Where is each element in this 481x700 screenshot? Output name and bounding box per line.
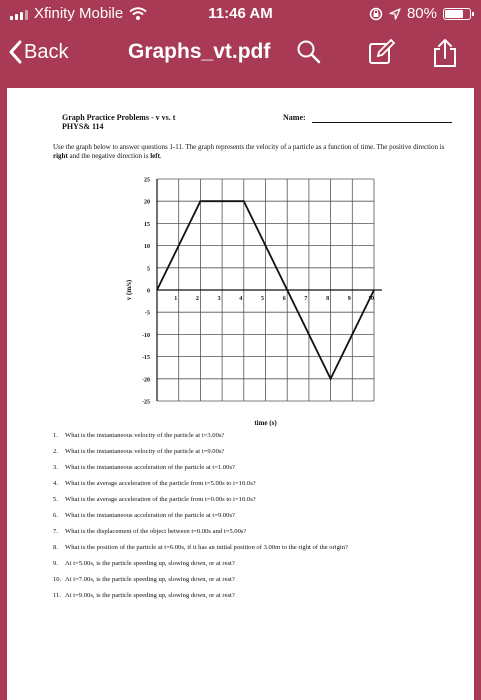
question-number: 9. [53,560,58,567]
chevron-left-icon [8,40,22,64]
x-tick-label: 3 [217,296,221,302]
y-axis-label: v (m/s) [125,279,133,301]
question-item [53,480,457,488]
x-tick-label: 6 [282,296,286,302]
question-item [53,432,457,440]
battery-fill [445,10,463,18]
x-tick-label: 9 [347,296,351,302]
question-list [53,432,457,608]
question-text: At t=9.00s, is the particle speeding up, slowing down, or at rest? [65,592,235,599]
question-number: 5. [53,496,58,503]
question-text: What is the displacement of the object between t=0.00s and t=5.00s? [65,528,247,535]
question-text: What is the position of the particle at t=6.00s, if it has an initial position of 3.00m to the right of the origin? [65,544,348,551]
question-text: What is the average acceleration of the particle from t=0.00s to t=10.0s? [65,496,256,503]
question-text: At t=5.00s, is the particle speeding up, slowing down, or at rest? [65,560,235,567]
question-item [53,544,457,552]
y-tick-label: -5 [145,310,150,317]
intro-end: . [159,152,162,160]
y-tick-label: 0 [147,288,150,295]
intro-text: Use the graph below to answer questions 1-11. The graph represents the velocity of a particle as a function of time. The positive direction is [53,143,445,151]
question-text: What is the instantaneous acceleration of the particle at t=9.00s? [65,512,235,519]
x-axis-label: time (s) [254,419,277,427]
course-label: PHYS& 114 [62,122,104,131]
annotate-icon[interactable] [368,38,396,66]
question-text: What is the instantaneous velocity of the particle at t=9.00s? [65,448,225,455]
y-tick-label: -25 [142,399,150,406]
x-tick-label: 8 [326,296,330,302]
question-text: What is the instantaneous velocity of the particle at t=3.00s? [65,432,225,439]
y-tick-label: 25 [144,177,150,184]
nav-bar [0,28,481,80]
worksheet-title: Graph Practice Problems - v vs. t [62,113,176,122]
share-icon[interactable] [432,38,458,68]
status-bar [0,0,481,28]
x-tick-label: 4 [239,296,243,302]
question-number: 11. [53,592,61,599]
y-tick-label: 15 [144,221,150,228]
battery-percent: 80% [406,5,437,22]
document-title: Graphs_vt.pdf [128,40,271,63]
back-label: Back [24,40,69,63]
question-number: 7. [53,528,58,535]
intro-right: right [53,152,68,160]
battery-icon [443,8,471,20]
status-right [369,5,471,22]
question-item [53,576,457,584]
question-text: What is the instantaneous acceleration of the particle at t=1.00s? [65,464,235,471]
name-label: Name: [283,113,306,122]
question-item [53,528,457,536]
intro-left: left [150,152,160,160]
question-number: 10. [53,576,62,583]
question-item [53,512,457,520]
question-item [53,560,457,568]
question-text: At t=7.00s, is the particle speeding up, slowing down, or at rest? [65,576,235,583]
question-item [53,592,457,600]
question-number: 1. [53,432,58,439]
x-tick-label: 5 [261,296,264,302]
search-icon[interactable] [296,38,322,66]
y-tick-label: -10 [142,332,150,339]
status-time: 11:46 AM [208,5,273,22]
question-number: 4. [53,480,58,487]
x-tick-label: 10 [368,296,374,302]
question-number: 3. [53,464,58,471]
pdf-page[interactable] [7,88,474,700]
question-number: 6. [53,512,58,519]
x-tick-label: 7 [304,296,308,302]
y-tick-label: -15 [142,355,150,362]
question-item [53,464,457,472]
y-tick-label: 10 [144,244,150,251]
lock-rotation-icon [369,7,383,21]
velocity-time-graph [7,88,474,428]
y-tick-label: -20 [142,377,150,384]
question-number: 8. [53,544,58,551]
x-tick-label: 1 [174,296,178,302]
location-icon [389,8,401,20]
y-tick-label: 5 [147,266,150,273]
question-text: What is the average acceleration of the particle from t=5.00s to t=10.0s? [65,480,256,487]
back-button[interactable] [8,40,68,64]
question-item [53,448,457,456]
carrier-label: Xfinity Mobile [34,5,124,22]
intro-mid: and the negative direction is [67,152,151,160]
question-item [53,496,457,504]
question-number: 2. [53,448,58,455]
y-tick-label: 20 [144,199,150,206]
x-tick-label: 2 [195,296,199,302]
